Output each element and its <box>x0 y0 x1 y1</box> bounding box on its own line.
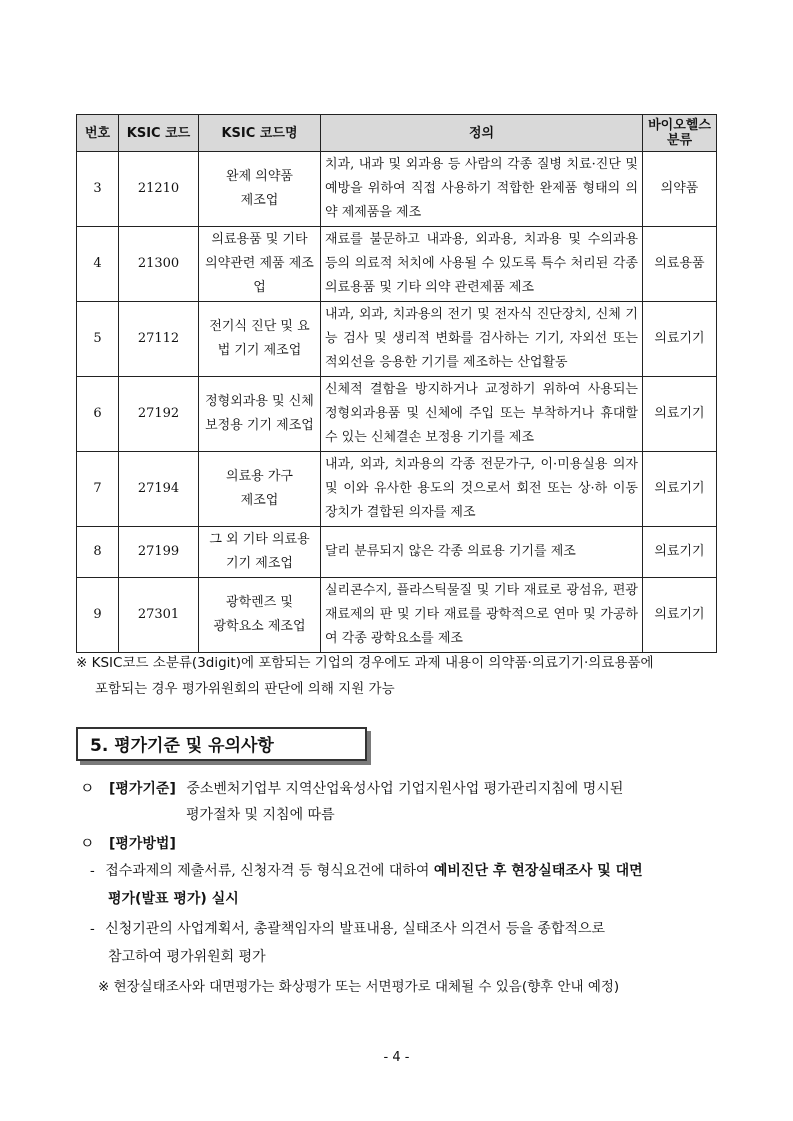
row-number: 7 <box>77 452 119 527</box>
header-ksic-code: KSIC 코드 <box>119 115 199 152</box>
page-number: - 4 - <box>383 1050 410 1065</box>
row-name: 그 외 기타 의료용 기기 제조업 <box>199 527 321 578</box>
method-heading <box>80 830 176 857</box>
bullet-marker: ㅇ <box>80 779 95 797</box>
row-number: 4 <box>77 227 119 302</box>
row-name: 전기식 진단 및 요법 기기 제조업 <box>199 302 321 377</box>
row-definition: 신체적 결함을 방지하거나 교정하기 위하여 사용되는 정형외과용품 및 신체에 주입 또는 부착하거나 휴대할 수 있는 신체결손 보정용 기기를 제조 <box>321 377 643 452</box>
row-definition: 달리 분류되지 않은 각종 의료용 기기를 제조 <box>321 527 643 578</box>
ksic-code-table <box>76 114 717 653</box>
footnote-line-2: 포함되는 경우 평가위원회의 판단에 의해 지원 가능 <box>95 681 395 697</box>
row-number: 5 <box>77 302 119 377</box>
method-note: ※ 현장실태조사와 대면평가는 화상평가 또는 서면평가로 대체될 수 있음(향후 안내 예정) <box>98 979 620 995</box>
row-number: 3 <box>77 152 119 227</box>
table-header-row <box>77 115 717 152</box>
row-category: 의료용품 <box>643 227 717 302</box>
row-category: 의료기기 <box>643 452 717 527</box>
row-category: 의료기기 <box>643 578 717 653</box>
table-row <box>77 152 717 227</box>
dash-marker: - <box>90 863 95 879</box>
row-definition: 치과, 내과 및 외과용 등 사람의 각종 질병 치료·진단 및 예방을 위하여 직접 사용하기 적합한 완제품 형태의 의약 제제품을 제조 <box>321 152 643 227</box>
row-code: 27194 <box>119 452 199 527</box>
method-item-2 <box>90 916 720 942</box>
row-definition: 내과, 외과, 치과용의 각종 전문가구, 이·미용실용 의자 및 이와 유사한 용도의 것으로서 회전 또는 상·하 이동장치가 결합된 의자를 제조 <box>321 452 643 527</box>
criteria-paragraph <box>80 775 623 802</box>
row-definition: 재료를 불문하고 내과용, 외과용, 치과용 및 수의과용 등의 의료적 처치에 사용될 수 있도록 특수 처리된 각종 의료용품 및 기타 의약 관련제품 제조 <box>321 227 643 302</box>
bullet-marker: ㅇ <box>80 834 95 852</box>
criteria-text: 중소벤처기업부 지역산업육성사업 기업지원사업 평가관리지침에 명시된 <box>186 781 624 797</box>
criteria-text-cont: 평가절차 및 지침에 따름 <box>186 807 335 823</box>
row-name: 의료용 가구 제조업 <box>199 452 321 527</box>
ksic-footnote <box>76 650 721 702</box>
method-item-1-text: 접수과제의 제출서류, 신청자격 등 형식요건에 대하여 <box>105 863 430 879</box>
row-number: 8 <box>77 527 119 578</box>
row-name: 광학렌즈 및 광학요소 제조업 <box>199 578 321 653</box>
header-definition: 정의 <box>321 115 643 152</box>
header-biohealth-category: 바이오헬스 분류 <box>643 115 717 152</box>
table-row <box>77 452 717 527</box>
header-number: 번호 <box>77 115 119 152</box>
table-row <box>77 302 717 377</box>
row-name: 정형외과용 및 신체보정용 기기 제조업 <box>199 377 321 452</box>
row-name: 완제 의약품 제조업 <box>199 152 321 227</box>
row-code: 27301 <box>119 578 199 653</box>
row-number: 9 <box>77 578 119 653</box>
table-row <box>77 578 717 653</box>
method-item-2-text-cont: 참고하여 평가위원회 평가 <box>108 949 266 965</box>
row-code: 21210 <box>119 152 199 227</box>
row-name: 의료용품 및 기타 의약관련 제품 제조업 <box>199 227 321 302</box>
method-item-1-bold-cont: 평가(발표 평가) 실시 <box>108 891 239 907</box>
method-item-2-text: 신청기관의 사업계획서, 총괄책임자의 발표내용, 실태조사 의견서 등을 종합적으로 <box>105 921 606 937</box>
row-code: 27192 <box>119 377 199 452</box>
section-heading: 5. 평가기준 및 유의사항 <box>76 727 367 761</box>
row-definition: 내과, 외과, 치과용의 전기 및 전자식 진단장치, 신체 기능 검사 및 생리적 변화를 검사하는 기기, 자외선 또는 적외선을 응용한 기기를 제조하는 산업활동 <box>321 302 643 377</box>
table-row <box>77 527 717 578</box>
row-category: 의약품 <box>643 152 717 227</box>
row-code: 21300 <box>119 227 199 302</box>
table-row <box>77 377 717 452</box>
row-code: 27112 <box>119 302 199 377</box>
method-item-1 <box>90 858 720 884</box>
dash-marker: - <box>90 921 95 937</box>
method-item-1-bold: 예비진단 후 현장실태조사 및 대면 <box>433 863 643 879</box>
method-label: [평가방법] <box>108 836 176 852</box>
table-row <box>77 227 717 302</box>
row-number: 6 <box>77 377 119 452</box>
row-category: 의료기기 <box>643 527 717 578</box>
row-definition: 실리콘수지, 플라스틱물질 및 기타 재료로 광섬유, 편광재료제의 판 및 기타 재료를 광학적으로 연마 및 가공하여 각종 광학요소를 제조 <box>321 578 643 653</box>
criteria-label: [평가기준] <box>108 781 176 797</box>
row-category: 의료기기 <box>643 302 717 377</box>
header-ksic-name: KSIC 코드명 <box>199 115 321 152</box>
row-category: 의료기기 <box>643 377 717 452</box>
row-code: 27199 <box>119 527 199 578</box>
footnote-line-1: ※ KSIC코드 소분류(3digit)에 포함되는 기업의 경우에도 과제 내용이 의약품·의료기기·의료용품에 <box>76 655 654 671</box>
